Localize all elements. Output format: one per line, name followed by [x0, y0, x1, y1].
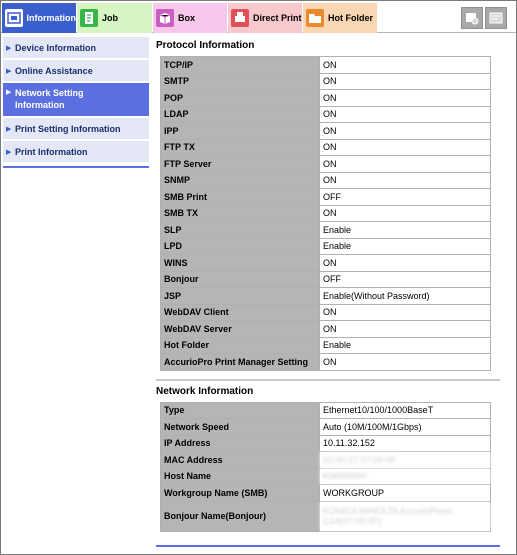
table-row — [161, 354, 491, 371]
table-row — [161, 73, 491, 90]
row-label: SMTP — [161, 73, 320, 90]
table-row — [161, 468, 491, 485]
network-information-table — [160, 402, 491, 532]
row-value: ON — [320, 73, 491, 90]
sidebar-item-label: Print Setting Information — [15, 123, 121, 134]
tab-information-label: Information — [26, 13, 76, 23]
row-label: WebDAV Client — [161, 304, 320, 321]
arrow-right-icon: ▶ — [6, 44, 12, 52]
job-icon — [80, 9, 98, 27]
row-value: 10.11.32.152 — [320, 435, 491, 452]
row-label: SMB TX — [161, 205, 320, 222]
table-row — [161, 57, 491, 74]
tab-box-label: Box — [178, 13, 196, 23]
arrow-right-icon: ▶ — [6, 89, 12, 96]
tab-job-label: Job — [102, 13, 119, 23]
row-label: IPP — [161, 123, 320, 140]
top-tab-bar — [1, 1, 516, 33]
protocol-information-title: Protocol Information — [156, 40, 255, 51]
row-label: LDAP — [161, 106, 320, 123]
table-row — [161, 501, 491, 531]
row-value: Ethernet10/100/1000BaseT — [320, 402, 491, 419]
row-value: ON — [320, 90, 491, 107]
row-value: Enable — [320, 238, 491, 255]
row-value: 00:00:27:07:00:0F — [320, 452, 491, 469]
row-label: SMB Print — [161, 189, 320, 206]
tab-hot-folder[interactable] — [303, 3, 377, 33]
direct-print-icon — [231, 9, 249, 27]
arrow-right-icon: ▶ — [6, 125, 12, 133]
table-row — [161, 106, 491, 123]
sidebar-item-label: Network Setting Information — [15, 88, 84, 110]
table-row — [161, 172, 491, 189]
arrow-right-icon: ▶ — [6, 148, 12, 156]
row-label: Hot Folder — [161, 337, 320, 354]
table-row — [161, 90, 491, 107]
row-label: WebDAV Server — [161, 321, 320, 338]
row-label: WINS — [161, 255, 320, 272]
row-label: Host Name — [161, 468, 320, 485]
row-label: MAC Address — [161, 452, 320, 469]
content-bottom-divider — [156, 545, 500, 547]
row-value: ON — [320, 354, 491, 371]
tab-direct-print-label: Direct Print — [253, 13, 302, 23]
row-label: Network Speed — [161, 419, 320, 436]
row-value: ON — [320, 321, 491, 338]
row-label: Type — [161, 402, 320, 419]
sidebar-divider — [3, 166, 149, 168]
row-label: Bonjour Name(Bonjour) — [161, 501, 320, 531]
sidebar-item-label: Print Information — [15, 146, 88, 157]
sidebar-item-online-assistance[interactable] — [3, 60, 149, 82]
row-value: ON — [320, 106, 491, 123]
row-value: Enable(Without Password) — [320, 288, 491, 305]
tab-box[interactable] — [153, 3, 227, 33]
row-label: Bonjour — [161, 271, 320, 288]
information-icon — [5, 9, 23, 27]
arrow-right-icon: ▶ — [6, 67, 12, 75]
row-value: OFF — [320, 189, 491, 206]
row-label: JSP — [161, 288, 320, 305]
row-value: Enable — [320, 222, 491, 239]
sidebar-item-print-information[interactable] — [3, 141, 149, 163]
row-label: TCP/IP — [161, 57, 320, 74]
tab-direct-print[interactable] — [228, 3, 302, 33]
row-label: Workgroup Name (SMB) — [161, 485, 320, 502]
row-value: ON — [320, 123, 491, 140]
row-value: ON — [320, 172, 491, 189]
table-row — [161, 304, 491, 321]
table-row — [161, 205, 491, 222]
table-row — [161, 123, 491, 140]
table-row — [161, 288, 491, 305]
row-value: Auto (10M/100M/1Gbps) — [320, 419, 491, 436]
sidebar-item-label: Device Information — [15, 42, 97, 53]
panel-view-icon[interactable] — [485, 7, 507, 29]
section-divider — [156, 379, 500, 381]
row-value: OFF — [320, 271, 491, 288]
row-value: ON — [320, 139, 491, 156]
sidebar-item-label: Online Assistance — [15, 65, 93, 76]
sidebar-item-print-setting-information[interactable] — [3, 118, 149, 140]
table-row — [161, 435, 491, 452]
table-row — [161, 139, 491, 156]
row-value: KM000000 — [320, 468, 491, 485]
table-row — [161, 402, 491, 419]
table-row — [161, 485, 491, 502]
table-row — [161, 222, 491, 239]
table-row — [161, 452, 491, 469]
row-value: ON — [320, 255, 491, 272]
network-information-title: Network Information — [156, 385, 254, 397]
row-value: WORKGROUP — [320, 485, 491, 502]
row-label: IP Address — [161, 435, 320, 452]
table-row — [161, 189, 491, 206]
row-label: SNMP — [161, 172, 320, 189]
row-label: FTP Server — [161, 156, 320, 173]
sidebar — [3, 37, 149, 164]
table-row — [161, 419, 491, 436]
row-value: ON — [320, 156, 491, 173]
table-row — [161, 337, 491, 354]
row-value: ON — [320, 304, 491, 321]
table-row — [161, 238, 491, 255]
row-value: Enable — [320, 337, 491, 354]
sidebar-item-device-information[interactable] — [3, 37, 149, 59]
device-status-icon[interactable] — [461, 7, 483, 29]
row-label: POP — [161, 90, 320, 107]
table-row — [161, 271, 491, 288]
row-label: AccurioPro Print Manager Setting — [161, 354, 320, 371]
main-content — [156, 40, 500, 532]
box-icon — [156, 9, 174, 27]
table-row — [161, 156, 491, 173]
sidebar-item-network-setting-information[interactable] — [3, 83, 149, 117]
row-value: ON — [320, 57, 491, 74]
row-value: KONICA MINOLTA AccurioPress C14(07:00:0F) — [320, 501, 491, 531]
row-label: SLP — [161, 222, 320, 239]
protocol-information-table — [160, 56, 491, 371]
table-row — [161, 321, 491, 338]
row-value: ON — [320, 205, 491, 222]
hot-folder-icon — [306, 9, 324, 27]
tab-information[interactable] — [2, 3, 76, 33]
tab-hot-folder-label: Hot Folder — [328, 13, 373, 23]
row-label: LPD — [161, 238, 320, 255]
table-row — [161, 255, 491, 272]
row-label: FTP TX — [161, 139, 320, 156]
tab-job[interactable] — [77, 3, 152, 33]
